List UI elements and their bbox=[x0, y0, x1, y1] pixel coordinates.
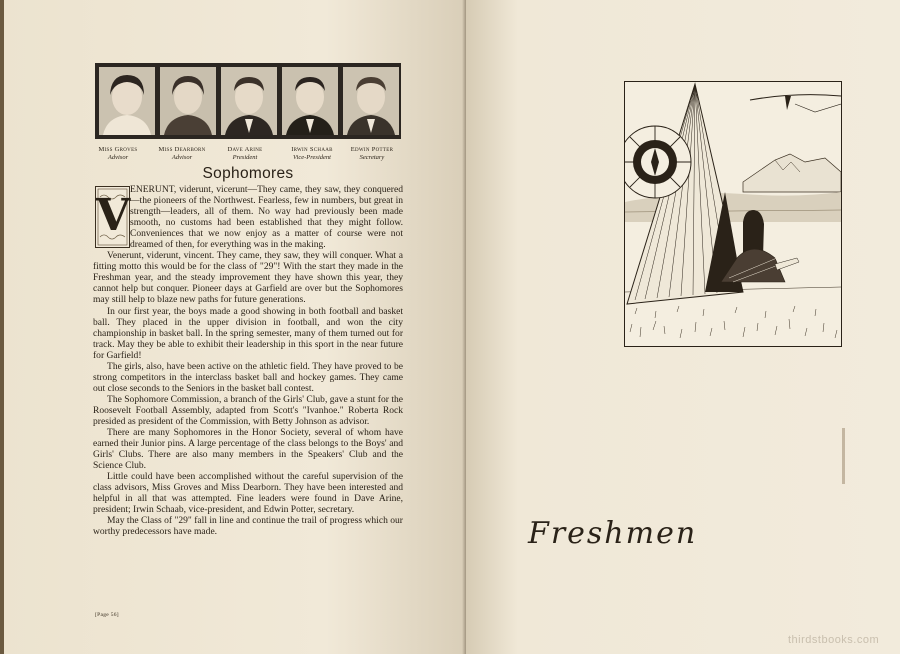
portrait-caption bbox=[340, 146, 404, 162]
portrait-role: President bbox=[232, 154, 258, 161]
paragraph: Little could have been accomplished without the careful supervision of the class advisors, Miss Groves and Miss Dearborn. They have been interested and helpful in all that was attempted. Fine leaders were found in Dave Arine, president; Irwin Schaab, vice-president, and Edwin Potter, secretary. bbox=[93, 471, 403, 516]
paragraph: There are many Sophomores in the Honor Society, several of whom have earned their Junior pins. A large percentage of the class belongs to the Boys' and Girls' Clubs. There are also many members in the Speakers' Club and the Science Club. bbox=[93, 427, 403, 472]
portrait-photo bbox=[343, 67, 399, 135]
portrait-photo bbox=[160, 67, 216, 135]
dropcap-letter: V bbox=[96, 190, 131, 241]
portrait-role: Vice-President bbox=[293, 154, 331, 161]
portrait-photo bbox=[282, 67, 338, 135]
article-body bbox=[93, 184, 403, 538]
paragraph: In our first year, the boys made a good showing in both football and basket ball. They placed in the upper division in football, and won the city championship in basket ball. In the spring semester, many of them turned out for track. May they be able to exhibit their leadership in this sport in the near future for Garfield! bbox=[93, 305, 403, 361]
paragraph: May the Class of "29" fall in line and continue the trail of progress which our worthy predecessors have made. bbox=[93, 515, 403, 538]
page-number: [Page 56] bbox=[95, 612, 119, 618]
portrait-strip bbox=[95, 63, 401, 139]
dropcap-box bbox=[95, 186, 130, 248]
paragraph: The Sophomore Commission, a branch of the Girls' Club, gave a stunt for the Roosevelt Football Assembly, adapted from Scott's "Ivanhoe." Roberta Rock presided as president of the Commission, with Betty Johnson as advisor. bbox=[93, 393, 403, 427]
portrait-name: Irwin Schaab bbox=[291, 146, 333, 153]
portrait-role: Advisor bbox=[171, 154, 193, 161]
section-title: Freshmen bbox=[528, 516, 698, 551]
portrait-role: Secretary bbox=[359, 154, 385, 161]
portrait-role: Advisor bbox=[107, 154, 129, 161]
paragraph: The girls, also, have been active on the athletic field. They have proved to be strong competitors in the interclass basket ball and hockey games. They came out close seconds to the Seniors in the basket ball contest. bbox=[93, 360, 403, 394]
portrait-name: Miss Groves bbox=[98, 146, 138, 153]
portrait-name: Miss Dearborn bbox=[158, 146, 206, 153]
portrait-caption bbox=[280, 146, 344, 162]
portrait-photo bbox=[99, 67, 155, 135]
page-edge bbox=[0, 0, 4, 654]
page-mark bbox=[842, 428, 845, 484]
portrait-caption bbox=[150, 146, 214, 162]
paragraph: Venerunt, viderunt, vincent. They came, they saw, they will conquer. What a fitting motto this would be for the class of "29"! With the start they made in the Freshman year, and the steady improvement they have shown this year, they cannot help but conquer. Pioneer days at Garfield are over but the Sophomores may still help to blaze new paths for future generations. bbox=[93, 250, 403, 306]
portrait-caption bbox=[86, 146, 150, 162]
paragraph: ENERUNT, viderunt, vicerunt—They came, they saw, they conquered—the pioneers of the Northwest. Fearless, few in numbers, but great in strength—leaders, all of them. No way had previously been made smooth, no customs had been established that they might follow. Conveniences that we now enjoy as a matter of course were not dreamed of then, for everything was in the making. bbox=[130, 184, 403, 251]
page-title: Sophomores bbox=[202, 165, 294, 182]
portrait-caption bbox=[213, 146, 277, 162]
portrait-photo bbox=[221, 67, 277, 135]
watermark: thirdstbooks.com bbox=[788, 634, 880, 646]
tipi-illustration bbox=[624, 81, 842, 347]
portrait-name: Edwin Potter bbox=[350, 146, 394, 153]
portrait-name: Dave Arine bbox=[227, 146, 263, 153]
